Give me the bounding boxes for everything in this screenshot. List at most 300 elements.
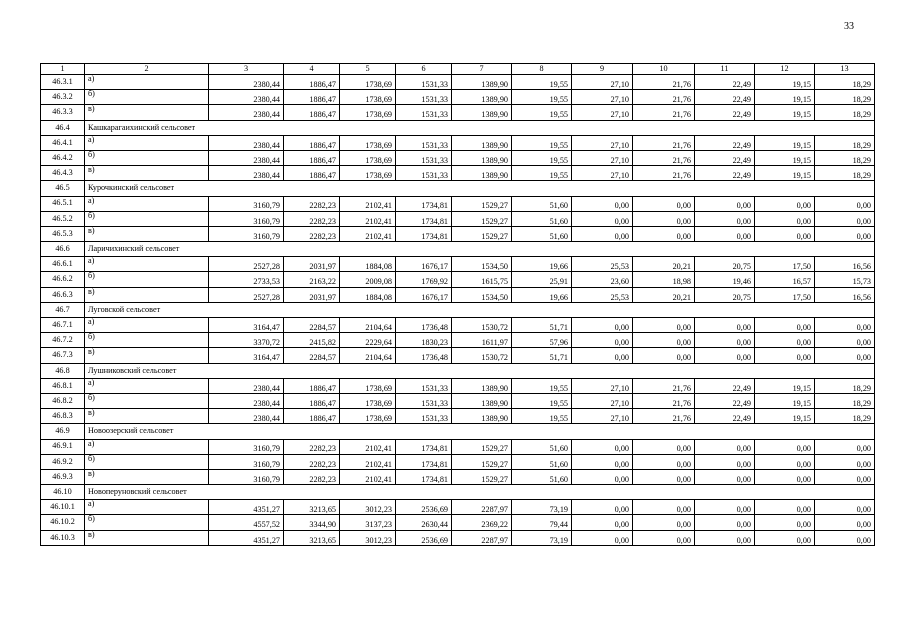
value-cell: 0,00 <box>695 530 755 545</box>
section-title: Ларичихинский сельсовет <box>85 242 875 257</box>
row-code: 46.4.3 <box>41 166 85 181</box>
table-row <box>41 75 875 90</box>
value-cell: 1738,69 <box>340 378 396 393</box>
value-cell: 1389,90 <box>452 135 512 150</box>
value-cell: 0,00 <box>633 226 695 241</box>
value-cell: 27,10 <box>572 75 633 90</box>
value-cell: 1531,33 <box>396 90 452 105</box>
value-cell: 0,00 <box>815 469 875 484</box>
row-code: 46.6.1 <box>41 257 85 272</box>
value-cell: 16,56 <box>815 287 875 302</box>
table-row <box>41 348 875 363</box>
value-cell: 0,00 <box>755 333 815 348</box>
value-cell: 0,00 <box>815 454 875 469</box>
value-cell: 2102,41 <box>340 469 396 484</box>
value-cell: 2282,23 <box>284 439 340 454</box>
value-cell: 21,76 <box>633 166 695 181</box>
value-cell: 1734,81 <box>396 226 452 241</box>
value-cell: 0,00 <box>572 454 633 469</box>
value-cell: 0,00 <box>572 439 633 454</box>
value-cell: 2380,44 <box>209 409 284 424</box>
value-cell: 1531,33 <box>396 378 452 393</box>
value-cell: 1531,33 <box>396 105 452 120</box>
row-code: 46.4.1 <box>41 135 85 150</box>
table-row <box>41 333 875 348</box>
row-letter: б) <box>85 272 209 287</box>
value-cell: 1531,33 <box>396 150 452 165</box>
value-cell: 18,29 <box>815 135 875 150</box>
row-code: 46.10.2 <box>41 515 85 530</box>
value-cell: 73,19 <box>512 500 572 515</box>
value-cell: 3164,47 <box>209 318 284 333</box>
value-cell: 0,00 <box>572 211 633 226</box>
value-cell: 1534,50 <box>452 287 512 302</box>
value-cell: 1738,69 <box>340 75 396 90</box>
table-row <box>41 378 875 393</box>
value-cell: 19,55 <box>512 409 572 424</box>
section-title: Новоперуновский сельсовет <box>85 485 875 500</box>
section-row <box>41 302 875 317</box>
value-cell: 2282,23 <box>284 196 340 211</box>
value-cell: 1886,47 <box>284 75 340 90</box>
row-letter: а) <box>85 500 209 515</box>
row-code: 46.6.3 <box>41 287 85 302</box>
value-cell: 27,10 <box>572 393 633 408</box>
row-letter: в) <box>85 409 209 424</box>
row-letter: в) <box>85 105 209 120</box>
value-cell: 2102,41 <box>340 439 396 454</box>
value-cell: 2380,44 <box>209 150 284 165</box>
value-cell: 19,55 <box>512 90 572 105</box>
value-cell: 1738,69 <box>340 166 396 181</box>
row-letter: в) <box>85 348 209 363</box>
value-cell: 0,00 <box>572 469 633 484</box>
row-letter: а) <box>85 318 209 333</box>
value-cell: 1738,69 <box>340 409 396 424</box>
value-cell: 20,21 <box>633 257 695 272</box>
row-letter: б) <box>85 393 209 408</box>
value-cell: 27,10 <box>572 150 633 165</box>
value-cell: 27,10 <box>572 409 633 424</box>
value-cell: 0,00 <box>815 530 875 545</box>
value-cell: 0,00 <box>755 469 815 484</box>
value-cell: 0,00 <box>633 500 695 515</box>
value-cell: 0,00 <box>695 226 755 241</box>
value-cell: 1886,47 <box>284 150 340 165</box>
value-cell: 0,00 <box>633 348 695 363</box>
value-cell: 17,50 <box>755 287 815 302</box>
value-cell: 0,00 <box>755 196 815 211</box>
row-code: 46.6.2 <box>41 272 85 287</box>
column-header: 1 <box>41 64 85 75</box>
row-letter: б) <box>85 333 209 348</box>
value-cell: 1738,69 <box>340 135 396 150</box>
value-cell: 22,49 <box>695 75 755 90</box>
row-code: 46.8 <box>41 363 85 378</box>
value-cell: 0,00 <box>633 469 695 484</box>
value-cell: 22,49 <box>695 135 755 150</box>
value-cell: 0,00 <box>633 196 695 211</box>
value-cell: 0,00 <box>755 530 815 545</box>
value-cell: 2009,08 <box>340 272 396 287</box>
row-code: 46.4 <box>41 120 85 135</box>
value-cell: 51,60 <box>512 211 572 226</box>
value-cell: 2380,44 <box>209 75 284 90</box>
value-cell: 1886,47 <box>284 135 340 150</box>
value-cell: 1830,23 <box>396 333 452 348</box>
value-cell: 0,00 <box>695 454 755 469</box>
value-cell: 0,00 <box>572 515 633 530</box>
column-header: 6 <box>396 64 452 75</box>
value-cell: 23,60 <box>572 272 633 287</box>
row-code: 46.3.1 <box>41 75 85 90</box>
row-code: 46.5 <box>41 181 85 196</box>
row-letter: в) <box>85 530 209 545</box>
value-cell: 21,76 <box>633 135 695 150</box>
row-letter: в) <box>85 469 209 484</box>
value-cell: 2229,64 <box>340 333 396 348</box>
table-row <box>41 211 875 226</box>
value-cell: 3160,79 <box>209 196 284 211</box>
row-letter: б) <box>85 454 209 469</box>
column-header: 10 <box>633 64 695 75</box>
row-code: 46.9.1 <box>41 439 85 454</box>
value-cell: 0,00 <box>755 515 815 530</box>
value-cell: 1529,27 <box>452 439 512 454</box>
value-cell: 2282,23 <box>284 226 340 241</box>
value-cell: 1531,33 <box>396 135 452 150</box>
value-cell: 21,76 <box>633 393 695 408</box>
table-row <box>41 515 875 530</box>
row-letter: б) <box>85 150 209 165</box>
value-cell: 0,00 <box>572 226 633 241</box>
table-row <box>41 409 875 424</box>
value-cell: 2380,44 <box>209 105 284 120</box>
table-row <box>41 105 875 120</box>
value-cell: 0,00 <box>695 318 755 333</box>
value-cell: 1389,90 <box>452 90 512 105</box>
value-cell: 20,21 <box>633 287 695 302</box>
value-cell: 0,00 <box>633 439 695 454</box>
value-cell: 25,91 <box>512 272 572 287</box>
value-cell: 20,75 <box>695 257 755 272</box>
value-cell: 2527,28 <box>209 287 284 302</box>
value-cell: 2630,44 <box>396 515 452 530</box>
table-row <box>41 469 875 484</box>
value-cell: 1389,90 <box>452 393 512 408</box>
value-cell: 1769,92 <box>396 272 452 287</box>
value-cell: 3344,90 <box>284 515 340 530</box>
value-cell: 51,60 <box>512 469 572 484</box>
value-cell: 0,00 <box>755 500 815 515</box>
value-cell: 19,55 <box>512 105 572 120</box>
value-cell: 25,53 <box>572 287 633 302</box>
value-cell: 18,29 <box>815 393 875 408</box>
value-cell: 1734,81 <box>396 439 452 454</box>
value-cell: 3012,23 <box>340 530 396 545</box>
value-cell: 1886,47 <box>284 409 340 424</box>
row-code: 46.6 <box>41 242 85 257</box>
row-letter: а) <box>85 439 209 454</box>
value-cell: 0,00 <box>815 333 875 348</box>
value-cell: 22,49 <box>695 90 755 105</box>
row-code: 46.5.3 <box>41 226 85 241</box>
column-header: 12 <box>755 64 815 75</box>
value-cell: 2380,44 <box>209 378 284 393</box>
value-cell: 2287,97 <box>452 530 512 545</box>
value-cell: 19,15 <box>755 75 815 90</box>
value-cell: 19,55 <box>512 135 572 150</box>
row-code: 46.3.3 <box>41 105 85 120</box>
value-cell: 0,00 <box>633 333 695 348</box>
tariff-table <box>40 63 875 546</box>
value-cell: 1389,90 <box>452 409 512 424</box>
value-cell: 1734,81 <box>396 454 452 469</box>
value-cell: 18,29 <box>815 150 875 165</box>
value-cell: 22,49 <box>695 409 755 424</box>
value-cell: 2380,44 <box>209 90 284 105</box>
value-cell: 0,00 <box>815 211 875 226</box>
table-row <box>41 318 875 333</box>
value-cell: 0,00 <box>755 439 815 454</box>
value-cell: 19,15 <box>755 166 815 181</box>
value-cell: 19,55 <box>512 378 572 393</box>
value-cell: 19,55 <box>512 393 572 408</box>
row-letter: а) <box>85 75 209 90</box>
column-header: 5 <box>340 64 396 75</box>
value-cell: 0,00 <box>815 196 875 211</box>
value-cell: 19,15 <box>755 150 815 165</box>
section-row <box>41 242 875 257</box>
value-cell: 18,29 <box>815 75 875 90</box>
row-letter: б) <box>85 515 209 530</box>
row-letter: в) <box>85 287 209 302</box>
section-row <box>41 485 875 500</box>
value-cell: 19,15 <box>755 135 815 150</box>
value-cell: 1736,48 <box>396 318 452 333</box>
row-letter: в) <box>85 226 209 241</box>
value-cell: 51,71 <box>512 348 572 363</box>
table-row <box>41 439 875 454</box>
value-cell: 79,44 <box>512 515 572 530</box>
value-cell: 22,49 <box>695 166 755 181</box>
value-cell: 3370,72 <box>209 333 284 348</box>
value-cell: 19,55 <box>512 166 572 181</box>
value-cell: 0,00 <box>815 515 875 530</box>
header-row <box>41 64 875 75</box>
value-cell: 1611,97 <box>452 333 512 348</box>
value-cell: 18,29 <box>815 105 875 120</box>
value-cell: 0,00 <box>633 454 695 469</box>
value-cell: 22,49 <box>695 105 755 120</box>
value-cell: 1529,27 <box>452 454 512 469</box>
row-letter: а) <box>85 135 209 150</box>
table-row <box>41 272 875 287</box>
value-cell: 21,76 <box>633 105 695 120</box>
row-code: 46.3.2 <box>41 90 85 105</box>
value-cell: 1738,69 <box>340 105 396 120</box>
column-header: 3 <box>209 64 284 75</box>
section-row <box>41 363 875 378</box>
value-cell: 0,00 <box>572 500 633 515</box>
value-cell: 73,19 <box>512 530 572 545</box>
value-cell: 0,00 <box>695 348 755 363</box>
value-cell: 2031,97 <box>284 287 340 302</box>
value-cell: 0,00 <box>815 500 875 515</box>
row-letter: б) <box>85 211 209 226</box>
value-cell: 3012,23 <box>340 500 396 515</box>
value-cell: 1529,27 <box>452 226 512 241</box>
value-cell: 19,15 <box>755 378 815 393</box>
value-cell: 18,98 <box>633 272 695 287</box>
table-row <box>41 135 875 150</box>
row-code: 46.10 <box>41 485 85 500</box>
value-cell: 1389,90 <box>452 150 512 165</box>
value-cell: 2163,22 <box>284 272 340 287</box>
row-code: 46.10.1 <box>41 500 85 515</box>
value-cell: 19,66 <box>512 287 572 302</box>
value-cell: 3160,79 <box>209 454 284 469</box>
value-cell: 2031,97 <box>284 257 340 272</box>
section-row <box>41 424 875 439</box>
value-cell: 1529,27 <box>452 469 512 484</box>
value-cell: 19,15 <box>755 393 815 408</box>
row-code: 46.7.1 <box>41 318 85 333</box>
value-cell: 1534,50 <box>452 257 512 272</box>
row-letter: а) <box>85 257 209 272</box>
value-cell: 1734,81 <box>396 469 452 484</box>
value-cell: 2287,97 <box>452 500 512 515</box>
value-cell: 2527,28 <box>209 257 284 272</box>
value-cell: 1738,69 <box>340 150 396 165</box>
value-cell: 1389,90 <box>452 378 512 393</box>
value-cell: 2284,57 <box>284 348 340 363</box>
table-row <box>41 500 875 515</box>
value-cell: 1738,69 <box>340 90 396 105</box>
value-cell: 2282,23 <box>284 469 340 484</box>
column-header: 2 <box>85 64 209 75</box>
value-cell: 2282,23 <box>284 454 340 469</box>
row-code: 46.9 <box>41 424 85 439</box>
row-letter: в) <box>85 166 209 181</box>
value-cell: 19,15 <box>755 105 815 120</box>
value-cell: 18,29 <box>815 409 875 424</box>
column-header: 8 <box>512 64 572 75</box>
row-code: 46.10.3 <box>41 530 85 545</box>
value-cell: 1389,90 <box>452 75 512 90</box>
value-cell: 0,00 <box>815 348 875 363</box>
value-cell: 27,10 <box>572 135 633 150</box>
value-cell: 1886,47 <box>284 166 340 181</box>
value-cell: 1734,81 <box>396 196 452 211</box>
value-cell: 1886,47 <box>284 393 340 408</box>
value-cell: 51,60 <box>512 196 572 211</box>
value-cell: 16,56 <box>815 257 875 272</box>
value-cell: 3137,23 <box>340 515 396 530</box>
value-cell: 21,76 <box>633 75 695 90</box>
value-cell: 19,66 <box>512 257 572 272</box>
value-cell: 22,49 <box>695 393 755 408</box>
value-cell: 27,10 <box>572 105 633 120</box>
value-cell: 16,57 <box>755 272 815 287</box>
value-cell: 0,00 <box>755 226 815 241</box>
value-cell: 0,00 <box>572 196 633 211</box>
value-cell: 19,15 <box>755 409 815 424</box>
value-cell: 1886,47 <box>284 105 340 120</box>
value-cell: 0,00 <box>572 318 633 333</box>
row-letter: а) <box>85 378 209 393</box>
value-cell: 21,76 <box>633 409 695 424</box>
value-cell: 0,00 <box>633 530 695 545</box>
table-header <box>41 64 875 75</box>
value-cell: 19,55 <box>512 75 572 90</box>
value-cell: 18,29 <box>815 378 875 393</box>
column-header: 7 <box>452 64 512 75</box>
column-header: 9 <box>572 64 633 75</box>
value-cell: 1886,47 <box>284 90 340 105</box>
row-code: 46.8.3 <box>41 409 85 424</box>
value-cell: 19,15 <box>755 90 815 105</box>
value-cell: 2102,41 <box>340 454 396 469</box>
section-title: Кашкарагаихинский сельсовет <box>85 120 875 135</box>
value-cell: 0,00 <box>695 196 755 211</box>
value-cell: 27,10 <box>572 378 633 393</box>
value-cell: 0,00 <box>815 439 875 454</box>
value-cell: 0,00 <box>755 211 815 226</box>
value-cell: 51,60 <box>512 439 572 454</box>
value-cell: 19,46 <box>695 272 755 287</box>
value-cell: 1884,08 <box>340 287 396 302</box>
value-cell: 2104,64 <box>340 348 396 363</box>
value-cell: 0,00 <box>633 515 695 530</box>
table-row <box>41 226 875 241</box>
table-row <box>41 454 875 469</box>
value-cell: 1531,33 <box>396 393 452 408</box>
value-cell: 1530,72 <box>452 348 512 363</box>
value-cell: 27,10 <box>572 90 633 105</box>
value-cell: 4557,52 <box>209 515 284 530</box>
value-cell: 27,10 <box>572 166 633 181</box>
value-cell: 0,00 <box>695 500 755 515</box>
value-cell: 1734,81 <box>396 211 452 226</box>
value-cell: 3160,79 <box>209 211 284 226</box>
value-cell: 3160,79 <box>209 469 284 484</box>
row-code: 46.7.2 <box>41 333 85 348</box>
value-cell: 51,60 <box>512 226 572 241</box>
value-cell: 2380,44 <box>209 166 284 181</box>
value-cell: 0,00 <box>695 515 755 530</box>
table-row <box>41 287 875 302</box>
row-code: 46.5.2 <box>41 211 85 226</box>
value-cell: 1736,48 <box>396 348 452 363</box>
value-cell: 0,00 <box>815 226 875 241</box>
value-cell: 1886,47 <box>284 378 340 393</box>
table-body <box>41 75 875 546</box>
table-row <box>41 196 875 211</box>
table-row <box>41 530 875 545</box>
value-cell: 1738,69 <box>340 393 396 408</box>
value-cell: 51,60 <box>512 454 572 469</box>
value-cell: 25,53 <box>572 257 633 272</box>
value-cell: 2369,22 <box>452 515 512 530</box>
value-cell: 17,50 <box>755 257 815 272</box>
value-cell: 1531,33 <box>396 409 452 424</box>
value-cell: 2380,44 <box>209 393 284 408</box>
row-code: 46.8.1 <box>41 378 85 393</box>
value-cell: 2536,69 <box>396 500 452 515</box>
value-cell: 1529,27 <box>452 211 512 226</box>
value-cell: 4351,27 <box>209 500 284 515</box>
